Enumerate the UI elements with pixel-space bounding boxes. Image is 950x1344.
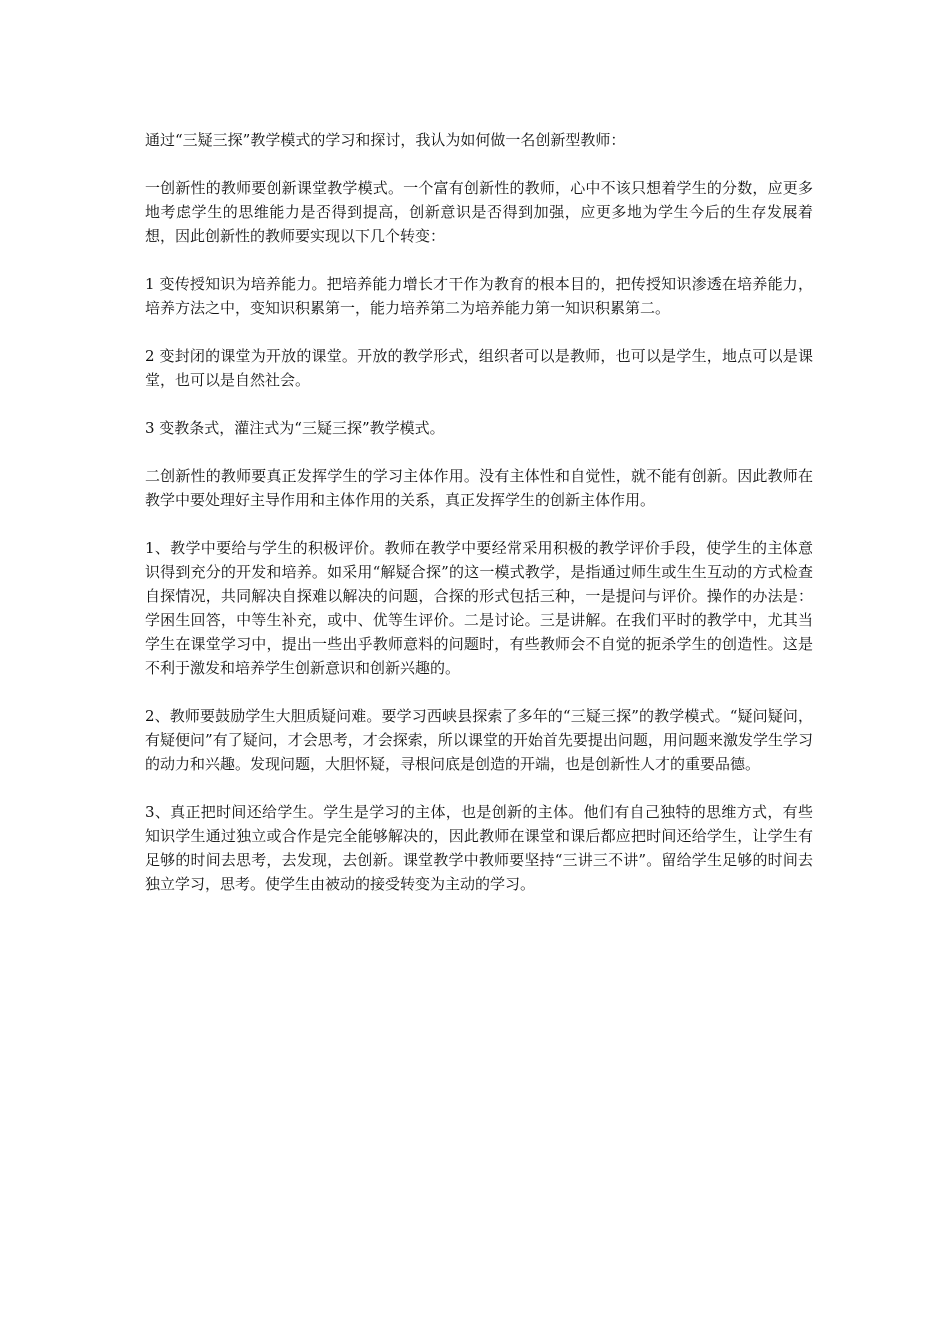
section-two-paragraph: 二创新性的教师要真正发挥学生的学习主体作用。没有主体性和自觉性，就不能有创新。因此教师在教学中要处理好主导作用和主体作用的关系，真正发挥学生的创新主体作用。 <box>145 467 813 509</box>
document-page <box>145 128 813 920</box>
point-2-paragraph: 2 变封闭的课堂为开放的课堂。开放的教学形式，组织者可以是教师，也可以是学生，地点可以是课堂，也可以是自然社会。 <box>145 347 813 389</box>
item-1-paragraph: 1、教学中要给与学生的积极评价。教师在教学中要经常采用积极的教学评价手段，使学生的主体意识得到充分的开发和培养。如采用“解疑合探”的这一模式教学，是指通过师生或生生互动的方式检查自探情况，共同解决自探难以解决的问题，合探的形式包括三种，一是提问与评价。操作的办法是：学困生回答，中等生补充，或中、优等生评价。二是讨论。三是讲解。在我们平时的教学中，尤其当学生在课堂学习中，提出一些出乎教师意料的问题时，有些教师会不自觉的扼杀学生的创造性。这是不利于激发和培养学生创新意识和创新兴趣的。 <box>145 539 813 677</box>
item-3-paragraph: 3、真正把时间还给学生。学生是学习的主体，也是创新的主体。他们有自己独特的思维方式，有些知识学生通过独立或合作是完全能够解决的，因此教师在课堂和课后都应把时间还给学生，让学生有足够的时间去思考，去发现，去创新。课堂教学中教师要坚持“三讲三不讲”。留给学生足够的时间去独立学习，思考。使学生由被动的接受转变为主动的学习。 <box>145 803 813 893</box>
point-3-paragraph: 3 变教条式，灌注式为“三疑三探”教学模式。 <box>145 419 445 437</box>
item-2-paragraph: 2、教师要鼓励学生大胆质疑问难。要学习西峡县探索了多年的“三疑三探”的教学模式。“疑问疑问，有疑便问”有了疑问，才会思考，才会探索，所以课堂的开始首先要提出问题，用问题来激发学生学习的动力和兴趣。发现问题，大胆怀疑，寻根问底是创造的开端，也是创新性人才的重要品德。 <box>145 707 813 773</box>
point-1-paragraph: 1 变传授知识为培养能力。把培养能力增长才干作为教育的根本目的，把传授知识渗透在培养能力，培养方法之中，变知识积累第一，能力培养第二为培养能力第一知识积累第二。 <box>145 275 813 317</box>
intro-paragraph: 通过“三疑三探”教学模式的学习和探讨，我认为如何做一名创新型教师： <box>145 131 626 149</box>
section-one-paragraph: 一创新性的教师要创新课堂教学模式。一个富有创新性的教师，心中不该只想着学生的分数，应更多地考虑学生的思维能力是否得到提高，创新意识是否得到加强，应更多地为学生今后的生存发展着想，因此创新性的教师要实现以下几个转变： <box>145 179 813 245</box>
